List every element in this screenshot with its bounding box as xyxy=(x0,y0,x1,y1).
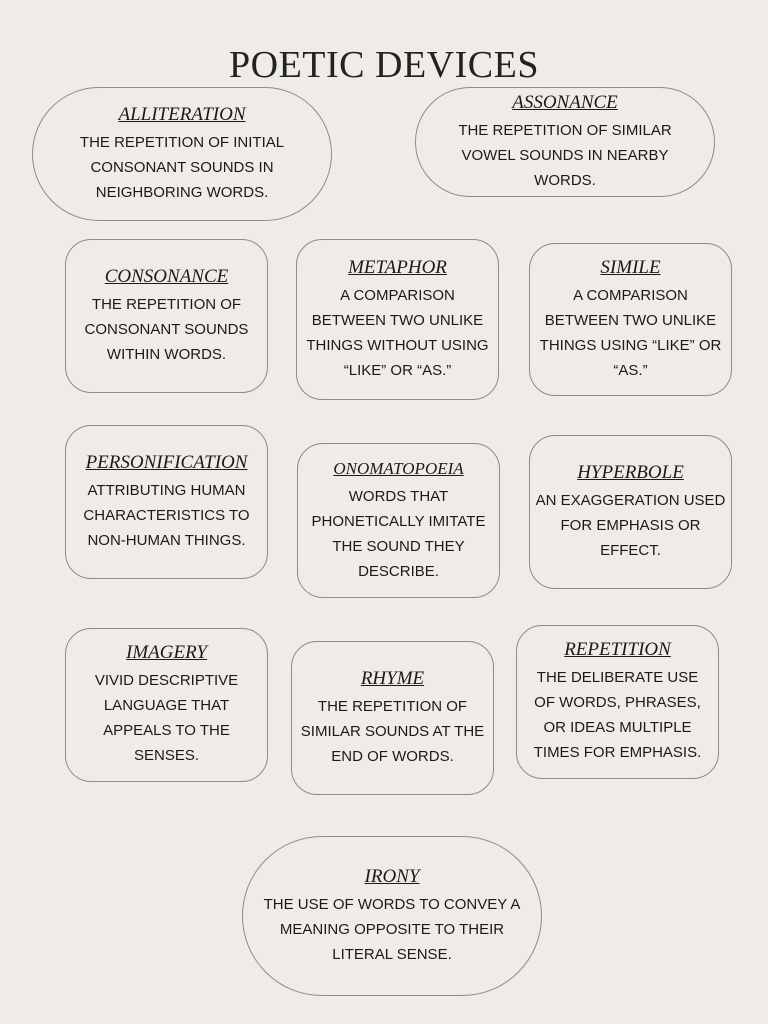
repetition-card xyxy=(516,625,719,779)
device-term: CONSONANCE xyxy=(104,265,229,287)
device-term: ONOMATOPOEIA xyxy=(333,458,464,478)
consonance-card xyxy=(65,239,268,393)
device-term: METAPHOR xyxy=(348,256,447,278)
device-definition: THE REPETITION OF CONSONANT SOUNDS WITHIN WORDS. xyxy=(84,295,249,363)
assonance-card xyxy=(415,87,715,197)
device-definition: VIVID DESCRIPTIVE LANGUAGE THAT APPEALS TO THE SENSES. xyxy=(94,672,239,764)
alliteration-card xyxy=(32,87,332,221)
device-definition: THE REPETITION OF SIMILAR VOWEL SOUNDS IN NEARBY WORDS. xyxy=(458,121,672,189)
irony-card xyxy=(242,836,542,996)
device-definition: THE DELIBERATE USE OF WORDS, PHRASES, OR IDEAS MULTIPLE TIMES FOR EMPHASIS. xyxy=(533,669,702,761)
device-definition: A COMPARISON BETWEEN TWO UNLIKE THINGS WITHOUT USING “LIKE” OR “AS.” xyxy=(306,286,489,379)
device-term: REPETITION xyxy=(564,639,671,660)
device-definition: THE USE OF WORDS TO CONVEY A MEANING OPPOSITE TO THEIR LITERAL SENSE. xyxy=(263,895,521,963)
personification-card xyxy=(65,425,268,579)
imagery-card xyxy=(65,628,268,782)
simile-card xyxy=(529,243,732,396)
device-term: ALLITERATION xyxy=(118,103,246,125)
metaphor-card xyxy=(296,239,499,400)
device-term: RHYME xyxy=(360,667,425,689)
device-definition: THE REPETITION OF SIMILAR SOUNDS AT THE END OF WORDS. xyxy=(300,697,485,765)
device-term: HYPERBOLE xyxy=(577,461,684,483)
page-title: POETIC DEVICES xyxy=(229,44,539,87)
device-term: IRONY xyxy=(364,865,420,887)
device-term: SIMILE xyxy=(600,256,661,278)
hyperbole-card xyxy=(529,435,732,589)
device-term: IMAGERY xyxy=(126,642,207,663)
onomatopoeia-card xyxy=(297,443,500,598)
device-definition: THE REPETITION OF INITIAL CONSONANT SOUNDS IN NEIGHBORING WORDS. xyxy=(79,133,285,201)
device-term: ASSONANCE xyxy=(512,91,618,113)
device-term: PERSONIFICATION xyxy=(85,451,248,473)
rhyme-card xyxy=(291,641,494,795)
device-definition: AN EXAGGERATION USED FOR EMPHASIS OR EFFECT. xyxy=(535,491,726,559)
device-definition: WORDS THAT PHONETICALLY IMITATE THE SOUND THEY DESCRIBE. xyxy=(311,487,486,580)
device-definition: A COMPARISON BETWEEN TWO UNLIKE THINGS USING “LIKE” OR “AS.” xyxy=(539,286,722,379)
device-definition: ATTRIBUTING HUMAN CHARACTERISTICS TO NON-HUMAN THINGS. xyxy=(83,481,250,549)
